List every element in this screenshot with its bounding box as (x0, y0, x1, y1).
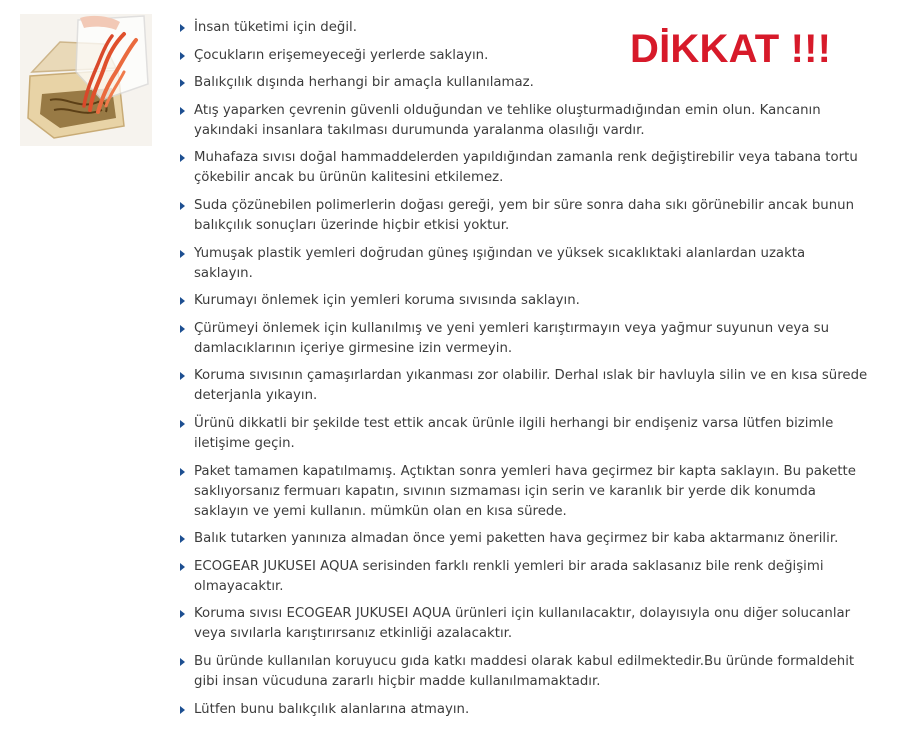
list-item (178, 196, 868, 236)
list-item-text: Muhafaza sıvısı doğal hammaddelerden yapıldığından zamanla renk değiştirebilir veya tabana tortu çökebilir ancak bu ürünün kalitesini etkilemez. (194, 150, 858, 186)
list-item (178, 101, 868, 141)
list-item-text: Ürünü dikkatli bir şekilde test ettik ancak ürünle ilgili herhangi bir endişeniz varsa lütfen bizimle iletişime geçin. (194, 415, 834, 451)
bullet-arrow-icon (180, 658, 185, 666)
product-image (20, 14, 152, 146)
list-item (178, 73, 868, 93)
bullet-arrow-icon (180, 154, 185, 162)
bullet-arrow-icon (180, 372, 185, 380)
list-item (178, 414, 868, 454)
list-item-text: Kurumayı önlemek için yemleri koruma sıvısında saklayın. (194, 293, 580, 309)
list-item-text: Balıkçılık dışında herhangi bir amaçla kullanılamaz. (194, 75, 534, 91)
bullet-arrow-icon (180, 535, 185, 543)
list-item-text: ECOGEAR JUKUSEI AQUA serisinden farklı renkli yemleri bir arada saklasanız bile renk değişimi olmayacaktır. (194, 558, 824, 594)
bullet-arrow-icon (180, 107, 185, 115)
list-item (178, 46, 868, 66)
list-item-text: Koruma sıvısının çamaşırlardan yıkanması zor olabilir. Derhal ıslak bir havluyla silin ve en kısa sürede deterjanla yıkayın. (194, 368, 868, 404)
list-item-text: Balık tutarken yanınıza almadan önce yemi paketten hava geçirmez bir kaba aktarmanız önerilir. (194, 531, 839, 547)
list-item (178, 700, 868, 720)
bullet-arrow-icon (180, 325, 185, 333)
list-item (178, 529, 868, 549)
list-item-text: Çürümeyi önlemek için kullanılmış ve yeni yemleri karıştırmayın veya yağmur suyunun veya su damlacıklarının içeriye girmesine izin vermeyin. (194, 320, 829, 356)
list-item (178, 319, 868, 359)
list-item (178, 557, 868, 597)
list-item-text: Çocukların erişemeyeceği yerlerde saklayın. (194, 47, 489, 63)
list-item (178, 291, 868, 311)
bullet-arrow-icon (180, 610, 185, 618)
bullet-arrow-icon (180, 79, 185, 87)
list-item-text: Paket tamamen kapatılmamış. Açtıktan sonra yemleri hava geçirmez bir kapta saklayın. Bu pakette saklıyorsanız fermuarı kapatın, sıvının sızmaması için serin ve karanlık bir yerde dik konumda saklayın ve yemi kullanın. mümkün olan en kısa sürede. (194, 463, 856, 519)
list-item-text: Atış yaparken çevrenin güvenli olduğundan ve tehlike oluşturmadığından emin olun. Kancanın yakındaki insanlara takılması durumunda yaralanma olasılığı vardır. (194, 102, 821, 138)
list-item-text: Suda çözünebilen polimerlerin doğası gereği, yem bir süre sonra daha sıkı görünebilir ancak bunun balıkçılık sonuçları üzerinde hiçbir etkisi yoktur. (194, 197, 855, 233)
list-item-text: Koruma sıvısı ECOGEAR JUKUSEI AQUA ürünleri için kullanılacaktır, dolayısıyla onu diğer solucanlar veya sıvılarla karıştırırsanız etkinliği azalacaktır. (194, 606, 851, 642)
bullet-arrow-icon (180, 563, 185, 571)
list-item (178, 604, 868, 644)
bait-package-icon (20, 14, 152, 146)
list-item (178, 462, 868, 522)
bullet-arrow-icon (180, 706, 185, 714)
notice-list (178, 18, 868, 727)
bullet-arrow-icon (180, 250, 185, 258)
list-item (178, 18, 868, 38)
bullet-arrow-icon (180, 420, 185, 428)
bullet-arrow-icon (180, 468, 185, 476)
bullet-arrow-icon (180, 297, 185, 305)
list-item (178, 244, 868, 284)
list-item-text: Yumuşak plastik yemleri doğrudan güneş ışığından ve yüksek sıcaklıktaki alanlardan uzakta saklayın. (194, 245, 806, 281)
bullet-arrow-icon (180, 24, 185, 32)
list-item-text: Lütfen bunu balıkçılık alanlarına atmayın. (194, 701, 470, 717)
list-item-text: Bu üründe kullanılan koruyucu gıda katkı maddesi olarak kabul edilmektedir.Bu üründe formaldehit gibi insan vücuduna zararlı hiçbir madde kullanılmamaktadır. (194, 653, 855, 689)
list-item (178, 148, 868, 188)
list-item (178, 366, 868, 406)
list-item-text: İnsan tüketimi için değil. (194, 20, 357, 35)
warning-title: DİKKAT !!! (630, 27, 832, 71)
bullet-arrow-icon (180, 52, 185, 60)
bullet-arrow-icon (180, 202, 185, 210)
list-item (178, 652, 868, 692)
